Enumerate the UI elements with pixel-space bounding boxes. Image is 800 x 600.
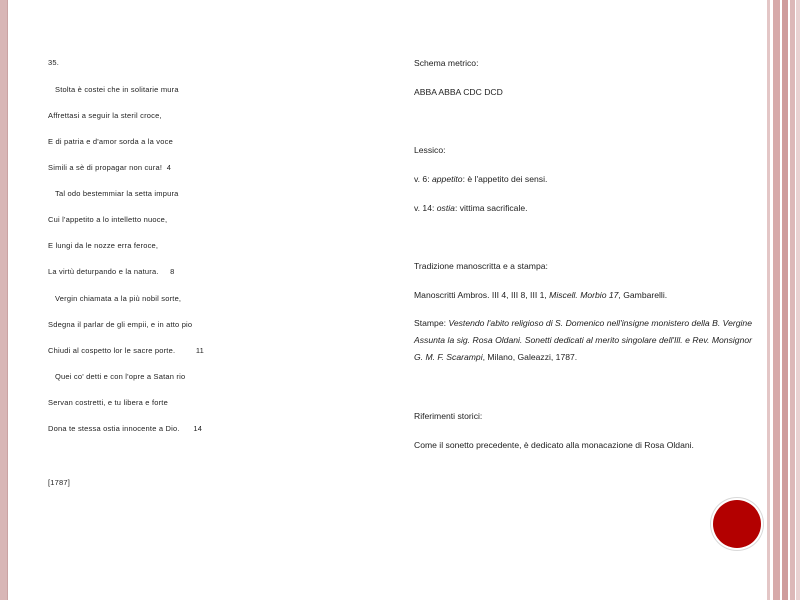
stripe-3	[782, 0, 788, 600]
poem-line: Sdegna il parlar de gli empii, e in atto pio	[48, 320, 193, 329]
stampe-text: Stampe: Vestendo l'abito religioso di S. Domenico nell'insigne monistero della B. Vergine Assunta la sig. Rosa Oldani. Sonetti dedicati al merito singolare dell'Ill. e Rev. Monsignor G. M. F. Scarampi, Milano, Galeazzi, 1787.	[414, 318, 752, 362]
line-number: 11	[195, 346, 204, 355]
poem-line: E di patria e d'amor sorda a la voce	[48, 137, 173, 146]
lessico-label: Lessico:	[414, 145, 446, 155]
poem-line: La virtù deturpando e la natura. 8	[48, 267, 175, 276]
line-number: 4	[166, 163, 172, 172]
poem-line: Servan costretti, e tu libera e forte	[48, 398, 168, 407]
poem-line: Cui l'appetito a lo intelletto nuoce,	[48, 215, 168, 224]
lessico-entry: v. 14: ostia: vittima sacrificale.	[414, 203, 528, 213]
manoscritti-text: Manoscritti Ambros. III 4, III 8, III 1, Miscell. Morbio 17, Gambarelli.	[414, 290, 668, 300]
poem-line: Simili a sè di propagar non cura! 4	[48, 163, 172, 172]
line-number: 8	[170, 267, 175, 276]
poem-number: 35.	[48, 58, 60, 67]
poem-line: Affrettasi a seguir la steril croce,	[48, 111, 162, 120]
poem-line: Vergin chiamata a la più nobil sorte,	[55, 294, 182, 303]
schema-label: Schema metrico:	[414, 58, 479, 68]
stripe-1	[767, 0, 770, 600]
red-circle-decoration	[713, 500, 761, 548]
riferimenti-text: Come il sonetto precedente, è dedicato alla monacazione di Rosa Oldani.	[414, 440, 694, 450]
poem-line: Tal odo bestemmiar la setta impura	[55, 189, 179, 198]
line-number: 14	[193, 424, 203, 433]
riferimenti-label: Riferimenti storici:	[414, 411, 483, 421]
poem-line: Quei co' detti e con l'opre a Satan rio	[55, 372, 186, 381]
stripe-4	[790, 0, 795, 600]
poem-line: E lungi da le nozze erra feroce,	[48, 241, 159, 250]
tradizione-label: Tradizione manoscritta e a stampa:	[414, 261, 548, 271]
poem-line: Dona te stessa ostia innocente a Dio. 14	[48, 424, 203, 433]
left-frame-border	[0, 0, 7, 600]
schema-value: ABBA ABBA CDC DCD	[414, 87, 503, 97]
poem-line: Chiudi al cospetto lor le sacre porte. 11	[48, 346, 204, 355]
stripe-2	[773, 0, 780, 600]
stripe-5	[796, 0, 800, 600]
lessico-entry: v. 6: appetito: è l'appetito dei sensi.	[414, 174, 548, 184]
left-frame-line	[7, 0, 8, 600]
poem-line: Stolta è costei che in solitarie mura	[55, 85, 179, 94]
poem-date: [1787]	[48, 478, 71, 487]
